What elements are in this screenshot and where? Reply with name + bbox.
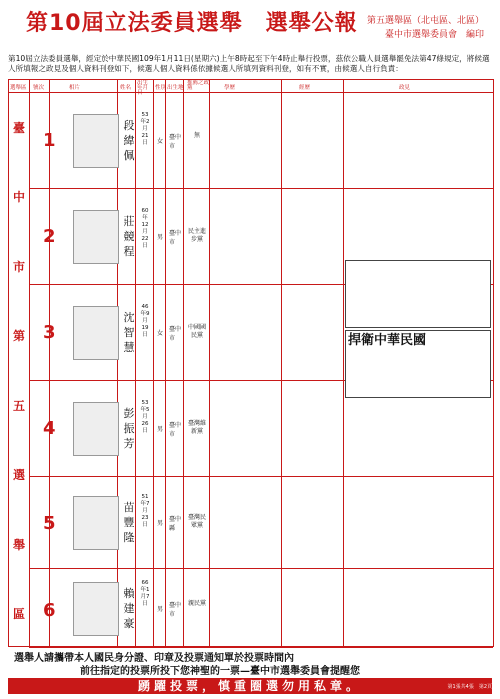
candidate-birthplace: 臺中市: [169, 230, 182, 246]
candidate-name: 苗豐隆: [123, 501, 135, 544]
candidate-birth: 53年5月26日: [140, 400, 150, 434]
candidate-name: 莊競程: [123, 215, 135, 258]
footer-line-1: 選舉人請攜帶本人國民身分證、印章及投票通知單於投票時間內: [14, 653, 294, 664]
candidate-name: 沈智慧: [123, 311, 135, 354]
th-sex: 性別: [155, 85, 167, 91]
candidate-birth: 60年12月22日: [141, 208, 149, 249]
candidate-number: 4: [43, 418, 56, 440]
page-title: 第10屆立法委員選舉 選舉公報: [26, 11, 358, 36]
candidate-birth: 46年9月19日: [140, 304, 150, 338]
candidate-birth: 51年7月23日: [140, 494, 150, 528]
ad-box-2: [345, 330, 491, 398]
th-birth: 出生年月日: [137, 80, 149, 96]
candidate-birthplace: 臺中縣: [169, 516, 182, 532]
candidate-birth: 66年1月7日: [140, 580, 150, 607]
district-column: [9, 92, 29, 646]
ad-headline: 捍衛中華民國: [348, 333, 427, 348]
header: [0, 0, 500, 50]
th-politics: 政見: [399, 85, 411, 91]
candidate-table: [8, 79, 494, 647]
candidate-name: 彭振芳: [123, 407, 135, 450]
district-char: 中: [12, 190, 25, 204]
candidate-row: [29, 568, 493, 648]
candidate-sex: 女: [157, 330, 164, 337]
candidate-number: 2: [43, 226, 56, 248]
candidate-number: 5: [43, 512, 56, 534]
candidate-photo: [73, 582, 119, 636]
intro-paragraph: 第10屆立法委員選舉，經定於中華民國109年1月11日(星期六)上午8時起至下午4時止舉行投票，茲依公職人員選舉罷免法第47條規定，將候選人所填報之政見及個人資料刊登如下，候選人個人資料係依據候選人所填列資料刊登，如有不實，由候選人自行負責：: [8, 54, 490, 73]
candidate-birth: 53年2月21日: [140, 112, 150, 146]
th-name: 姓名: [120, 85, 132, 91]
footer-line-2: 前往指定的投票所投下您神聖的一票—臺中市選舉委員會提醒您: [80, 666, 360, 677]
candidate-number: 1: [43, 130, 56, 152]
candidate-photo: [73, 210, 119, 264]
candidate-party: 無: [193, 132, 200, 139]
district-char: 區: [12, 607, 25, 621]
page-note: 第1張共4張 第2頁: [447, 684, 492, 690]
th-photo: 相片: [69, 85, 81, 91]
vote-banner: 踴躍投票，慎重圈選勿用私章。: [8, 678, 492, 694]
candidate-number: 3: [43, 322, 56, 344]
candidate-sex: 女: [157, 138, 164, 145]
footer-notice: [10, 652, 490, 678]
candidate-birthplace: 臺中市: [169, 326, 182, 342]
candidate-sex: 男: [157, 234, 164, 241]
candidate-number: 6: [43, 599, 56, 621]
candidate-row: [29, 92, 493, 189]
candidate-row: [29, 476, 493, 569]
th-party: 推薦之政黨: [187, 80, 210, 91]
header-info: [367, 14, 484, 42]
candidate-name: 段緯佩: [123, 119, 135, 162]
candidate-photo: [73, 306, 119, 360]
th-district: 選舉區: [10, 85, 27, 91]
candidate-birthplace: 臺中市: [169, 134, 182, 150]
issuer-label: 臺中市選舉委員會 編印: [384, 30, 484, 40]
th-number: 號次: [33, 85, 45, 91]
ad-box-1: [345, 260, 491, 328]
candidate-sex: 男: [157, 426, 164, 433]
district-char: 第: [12, 329, 25, 343]
district-label: 第五選舉區（北屯區、北區）: [366, 16, 484, 26]
candidate-photo: [73, 114, 119, 168]
district-char: 舉: [12, 538, 25, 552]
th-experience: 經歷: [299, 85, 311, 91]
candidate-name: 賴建豪: [123, 587, 135, 630]
district-char: 選: [12, 468, 25, 482]
candidate-party: 民主進步黨: [187, 228, 206, 243]
th-place: 出生地: [167, 85, 184, 91]
candidate-birthplace: 臺中市: [169, 602, 182, 618]
candidate-party: 親民黨: [187, 600, 206, 607]
candidate-photo: [73, 496, 119, 550]
candidate-party: 臺灣維新黨: [187, 420, 206, 435]
th-education: 學歷: [224, 85, 236, 91]
candidate-sex: 男: [157, 520, 164, 527]
candidate-photo: [73, 402, 119, 456]
district-char: 臺: [12, 121, 25, 135]
candidate-party: 臺灣民眾黨: [187, 514, 206, 529]
district-char: 市: [12, 260, 25, 274]
candidate-sex: 男: [157, 606, 164, 613]
candidate-party: 中國國民黨: [187, 324, 206, 339]
candidate-birthplace: 臺中市: [169, 422, 182, 438]
district-char: 五: [12, 399, 25, 413]
